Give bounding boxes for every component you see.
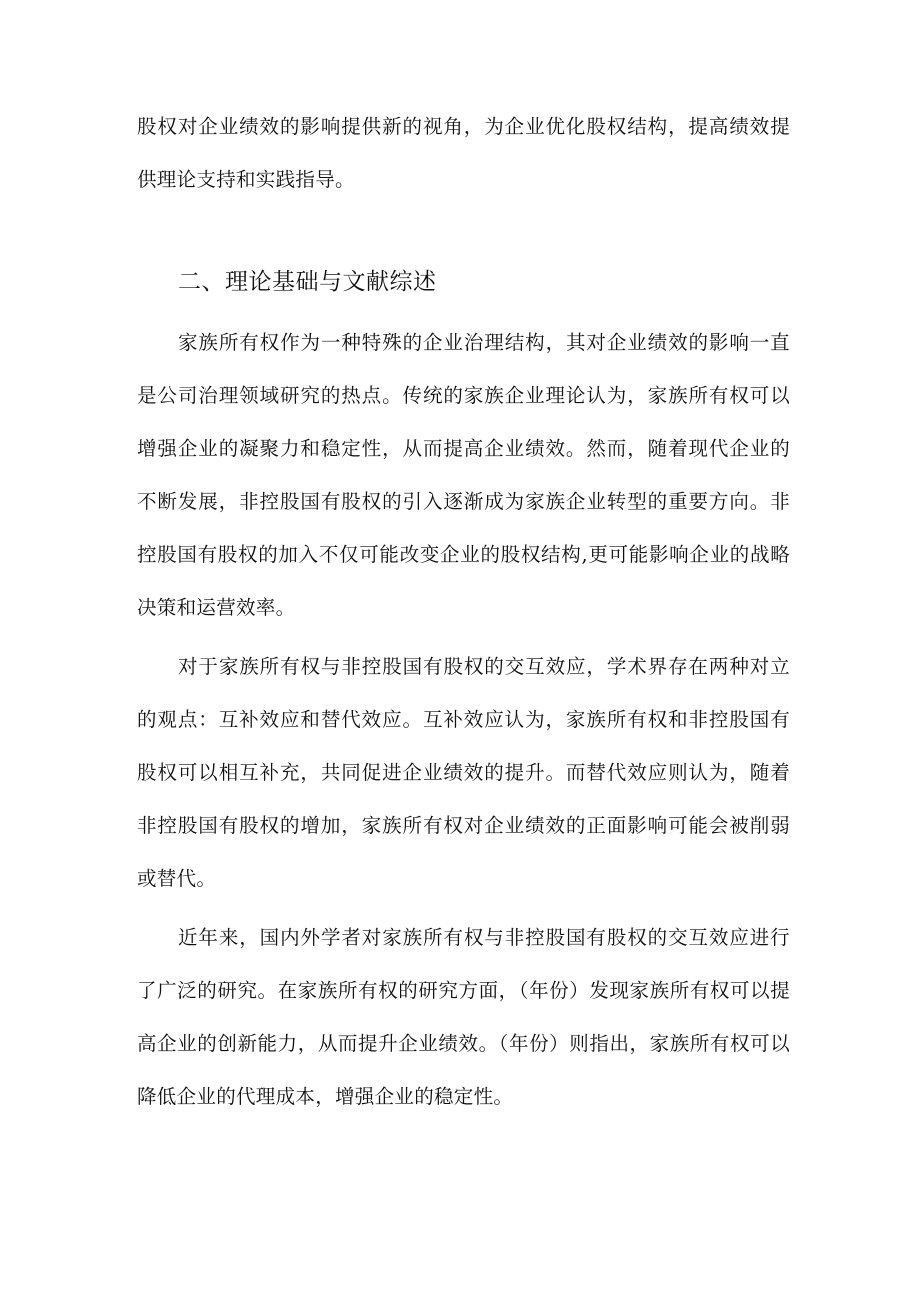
body-paragraph: 家族所有权作为一种特殊的企业治理结构，其对企业绩效的影响一直是公司治理领域研究的热点。传统的家族企业理论认为，家族所有权可以增强企业的凝聚力和稳定性，从而提高企业绩效。然而，随着现代企业的不断发展，非控股国有股权的引入逐渐成为家族企业转型的重要方向。非控股国有股权的加入不仅可能改变企业的股权结构,更可能影响企业的战略决策和运营效率。 xyxy=(137,331,790,619)
body-paragraph: 近年来，国内外学者对家族所有权与非控股国有股权的交互效应进行了广泛的研究。在家族所有权的研究方面，（年份）发现家族所有权可以提高企业的创新能力，从而提升企业绩效。（年份）则指出，家族所有权可以降低企业的代理成本，增强企业的稳定性。 xyxy=(137,926,790,1108)
continuation-paragraph: 股权对企业绩效的影响提供新的视角，为企业优化股权结构，提高绩效提供理论支持和实践指导。 xyxy=(137,115,790,191)
section-heading: 二、理论基础与文献综述 xyxy=(178,269,437,295)
body-paragraph: 对于家族所有权与非控股国有股权的交互效应，学术界存在两种对立的观点：互补效应和替代效应。互补效应认为，家族所有权和非控股国有股权可以相互补充，共同促进企业绩效的提升。而替代效应则认为，随着非控股国有股权的增加，家族所有权对企业绩效的正面影响可能会被削弱或替代。 xyxy=(137,655,790,890)
spacer xyxy=(137,206,790,254)
document-body xyxy=(137,100,790,1123)
